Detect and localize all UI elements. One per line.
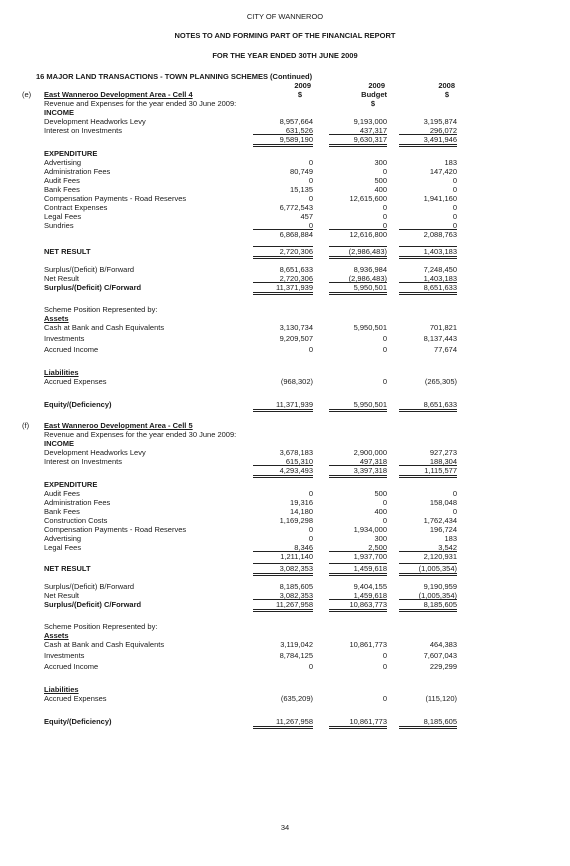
double-underline [329,144,387,147]
income-total-v1: 4,293,493 [279,466,313,475]
double-underline [329,256,387,259]
surplus-cf-v3: 8,185,605 [423,600,457,609]
expenditure-row-v3: 3,542 [438,543,457,552]
expenditure-row-v3: 0 [452,203,457,212]
surplus-row-v3: 9,190,959 [423,582,457,591]
expenditure-row-v3: 1,762,434 [423,516,457,525]
expenditure-row-v2: 400 [374,185,387,194]
expenditure-row-v3: 183 [444,158,457,167]
expenditure-row-v3: 196,724 [429,525,457,534]
expenditure-row-label: Advertising [44,534,82,543]
expenditure-row-v1: 80,749 [290,167,313,176]
asset-row-label: Cash at Bank and Cash Equivalents [44,323,165,332]
asset-row-v1: 0 [308,662,313,671]
asset-row-label: Investments [44,651,85,660]
equity-label: Equity/(Deficiency) [44,717,112,726]
income-row-v1: 615,310 [285,457,313,466]
expenditure-row-v1: 0 [308,194,313,203]
expenditure-row-v3: 0 [452,176,457,185]
section-subtitle: Revenue and Expenses for the year ended 30 June 2009: [44,430,237,439]
expenditure-row-label: Bank Fees [44,507,80,516]
double-underline [329,609,387,612]
expenditure-row-label: Construction Costs [44,516,108,525]
expenditure-row-label: Bank Fees [44,185,80,194]
asset-row-v3: 464,383 [429,640,457,649]
asset-row-label: Investments [44,334,85,343]
expenditure-row-v1: 6,772,543 [279,203,313,212]
equity-v2: 10,861,773 [349,717,387,726]
col-budget-label: Budget [361,90,387,99]
expenditure-row-v2: 500 [374,489,387,498]
expenditure-row-label: Contract Expenses [44,203,108,212]
income-row-v1: 8,957,664 [279,117,313,126]
surplus-row-v2: 1,459,618 [353,591,387,600]
double-underline [399,726,457,729]
income-row-v3: 296,072 [429,126,457,135]
expenditure-row-v2: 0 [382,516,387,525]
asset-row-v3: 7,607,043 [423,651,457,660]
asset-row-v3: 701,821 [429,323,457,332]
income-total-v1: 9,589,190 [279,135,313,144]
expenditure-row-v3: 0 [452,507,457,516]
income-heading: INCOME [44,108,74,117]
note-heading: 16 MAJOR LAND TRANSACTIONS - TOWN PLANNING SCHEMES (Continued) [36,72,313,81]
double-underline [329,726,387,729]
surplus-cf-v2: 5,950,501 [353,283,387,292]
surplus-row-label: Surplus/(Deficit) B/Forward [44,582,135,591]
net-result-v3: (1,005,354) [418,564,457,573]
section-title: East Wanneroo Development Area - Cell 5 [44,421,193,430]
expenditure-row-label: Compensation Payments - Road Reserves [44,525,187,534]
expenditure-row-label: Compensation Payments - Road Reserves [44,194,187,203]
surplus-row-label: Surplus/(Deficit) B/Forward [44,265,135,274]
double-underline [329,475,387,478]
net-result-v2: 1,459,618 [353,564,387,573]
liabilities-heading: Liabilities [44,685,79,694]
col-budget-unit: $ [370,99,375,108]
expenditure-row-v1: 1,169,298 [279,516,313,525]
income-row-label: Interest on Investments [44,126,122,135]
expenditure-row-label: Legal Fees [44,543,82,552]
income-row-label: Development Headworks Levy [44,117,146,126]
liability-row-v1: (968,302) [280,377,313,386]
net-result-v1: 2,720,306 [279,247,313,256]
double-underline [399,573,457,576]
report-title: NOTES TO AND FORMING PART OF THE FINANCIAL REPORT [174,31,396,40]
expenditure-row-v2: 0 [382,221,387,230]
income-row-label: Interest on Investments [44,457,122,466]
surplus-row-v1: 2,720,306 [279,274,313,283]
liability-row-v3: (115,120) [425,694,457,703]
expenditure-row-v2: 0 [382,212,387,221]
assets-heading: Assets [44,314,69,323]
expenditure-total-v1: 6,868,884 [279,230,313,239]
expenditure-row-v2: 0 [382,498,387,507]
asset-row-v2: 5,950,501 [353,323,387,332]
surplus-row-v1: 8,651,633 [279,265,313,274]
double-underline [253,144,313,147]
expenditure-row-label: Advertising [44,158,82,167]
expenditure-row-label: Administration Fees [44,167,111,176]
expenditure-row-v1: 15,135 [290,185,313,194]
expenditure-total-v1: 1,211,140 [280,552,313,561]
asset-row-v2: 0 [382,662,387,671]
asset-row-v1: 9,209,507 [279,334,313,343]
surplus-row-v2: 8,936,984 [353,265,387,274]
income-row-v3: 3,195,874 [423,117,457,126]
income-total-v3: 1,115,577 [424,466,457,475]
liabilities-heading: Liabilities [44,368,79,377]
surplus-row-v3: (1,005,354) [418,591,457,600]
double-underline [399,256,457,259]
expenditure-row-label: Sundries [44,221,74,230]
surplus-cf-label: Surplus/(Deficit) C/Forward [44,600,142,609]
double-underline [329,409,387,412]
asset-row-v3: 77,674 [434,345,457,354]
expenditure-row-v1: 0 [308,221,313,230]
double-underline [253,292,313,295]
expenditure-row-v2: 2,500 [368,543,387,552]
expenditure-row-v2: 300 [374,158,387,167]
expenditure-row-v1: 0 [308,489,313,498]
double-underline [253,609,313,612]
expenditure-row-v3: 147,420 [429,167,457,176]
expenditure-row-v1: 8,346 [294,543,313,552]
section-title: East Wanneroo Development Area - Cell 4 [44,90,193,99]
expenditure-row-v2: 0 [382,167,387,176]
surplus-row-v1: 8,185,605 [279,582,313,591]
double-underline [329,292,387,295]
income-total-v2: 3,397,318 [353,466,387,475]
expenditure-row-label: Audit Fees [44,489,80,498]
asset-row-v2: 0 [382,334,387,343]
expenditure-row-v3: 1,941,160 [423,194,457,203]
expenditure-row-v3: 0 [452,185,457,194]
double-underline [399,409,457,412]
surplus-cf-v1: 11,371,939 [276,283,313,292]
expenditure-row-v3: 0 [452,221,457,230]
asset-row-label: Accrued Income [44,345,99,354]
income-row-v2: 9,193,000 [353,117,387,126]
net-result-label: NET RESULT [44,564,91,573]
asset-row-v1: 3,119,042 [280,640,313,649]
double-underline [399,292,457,295]
liability-row-label: Accrued Expenses [44,694,107,703]
expenditure-row-v2: 12,615,600 [349,194,387,203]
net-result-v2: (2,986,483) [348,247,387,256]
double-underline [253,256,313,259]
expenditure-row-v3: 0 [452,212,457,221]
expenditure-row-v1: 0 [308,525,313,534]
expenditure-row-v2: 0 [382,203,387,212]
expenditure-row-v3: 158,048 [429,498,457,507]
col-2009-unit: $ [297,90,302,99]
scheme-position-label: Scheme Position Represented by: [44,305,158,314]
expenditure-row-v1: 0 [308,176,313,185]
equity-v2: 5,950,501 [353,400,387,409]
surplus-row-label: Net Result [44,591,80,600]
expenditure-row-v2: 400 [374,507,387,516]
income-heading: INCOME [44,439,74,448]
surplus-cf-v2: 10,863,773 [349,600,387,609]
income-row-v3: 927,273 [429,448,457,457]
expenditure-total-v2: 1,937,700 [353,552,387,561]
liability-row-v2: 0 [382,694,387,703]
asset-row-label: Accrued Income [44,662,99,671]
net-result-label: NET RESULT [44,247,91,256]
income-row-v1: 3,678,183 [279,448,313,457]
surplus-row-v2: (2,986,483) [348,274,387,283]
asset-row-v2: 0 [382,651,387,660]
equity-v3: 8,185,605 [423,717,457,726]
income-row-v3: 188,304 [429,457,457,466]
expenditure-row-v3: 183 [444,534,457,543]
org-name: CITY OF WANNEROO [246,12,324,21]
report-period: FOR THE YEAR ENDED 30TH JUNE 2009 [212,51,358,60]
expenditure-row-v1: 457 [300,212,313,221]
liability-row-v3: (265,305) [424,377,457,386]
surplus-row-v3: 7,248,450 [423,265,457,274]
page-number: 34 [280,823,290,832]
double-underline [399,475,457,478]
asset-row-label: Cash at Bank and Cash Equivalents [44,640,165,649]
double-underline [253,573,313,576]
assets-heading: Assets [44,631,69,640]
double-underline [253,475,313,478]
income-row-v2: 497,318 [359,457,387,466]
equity-label: Equity/(Deficiency) [44,400,112,409]
double-underline [253,409,313,412]
surplus-row-v2: 9,404,155 [353,582,387,591]
income-total-v2: 9,630,317 [353,135,387,144]
expenditure-row-v1: 19,316 [290,498,313,507]
section-subtitle: Revenue and Expenses for the year ended 30 June 2009: [44,99,237,108]
liability-row-v1: (635,209) [280,694,313,703]
col-2008-year: 2008 [438,81,455,90]
equity-v3: 8,651,633 [423,400,457,409]
asset-row-v3: 229,299 [429,662,457,671]
expenditure-total-v3: 2,120,931 [423,552,457,561]
scheme-position-label: Scheme Position Represented by: [44,622,158,631]
double-underline [253,726,313,729]
expenditure-heading: EXPENDITURE [44,480,98,489]
equity-v1: 11,267,958 [276,717,313,726]
col-2009-year: 2009 [294,81,311,90]
double-underline [399,609,457,612]
asset-row-v2: 10,861,773 [349,640,387,649]
expenditure-row-v1: 14,180 [290,507,313,516]
expenditure-total-v3: 2,088,763 [423,230,457,239]
expenditure-row-v2: 1,934,000 [353,525,387,534]
income-row-label: Development Headworks Levy [44,448,146,457]
equity-v1: 11,371,939 [276,400,313,409]
surplus-row-v1: 3,082,353 [279,591,313,600]
expenditure-row-v3: 0 [452,489,457,498]
income-row-v2: 2,900,000 [353,448,387,457]
section-letter: (e) [22,90,32,99]
surplus-row-label: Net Result [44,274,80,283]
net-result-v3: 1,403,183 [423,247,457,256]
col-2008-unit: $ [444,90,449,99]
expenditure-row-v1: 0 [308,534,313,543]
double-underline [399,144,457,147]
surplus-cf-v1: 11,267,958 [276,600,313,609]
expenditure-row-label: Legal Fees [44,212,82,221]
asset-row-v2: 0 [382,345,387,354]
expenditure-heading: EXPENDITURE [44,149,98,158]
asset-row-v1: 8,784,125 [279,651,313,660]
expenditure-row-label: Audit Fees [44,176,80,185]
income-row-v2: 437,317 [359,126,387,135]
expenditure-row-v2: 500 [374,176,387,185]
net-result-v1: 3,082,353 [279,564,313,573]
asset-row-v3: 8,137,443 [423,334,457,343]
section-letter: (f) [22,421,30,430]
asset-row-v1: 0 [308,345,313,354]
expenditure-row-v2: 300 [374,534,387,543]
surplus-row-v3: 1,403,183 [423,274,457,283]
expenditure-row-v1: 0 [308,158,313,167]
income-row-v1: 631,526 [285,126,313,135]
double-underline [329,573,387,576]
expenditure-total-v2: 12,616,800 [349,230,387,239]
liability-row-v2: 0 [382,377,387,386]
surplus-cf-label: Surplus/(Deficit) C/Forward [44,283,142,292]
asset-row-v1: 3,130,734 [279,323,313,332]
col-budget-year: 2009 [368,81,385,90]
liability-row-label: Accrued Expenses [44,377,107,386]
surplus-cf-v3: 8,651,633 [423,283,457,292]
expenditure-row-label: Administration Fees [44,498,111,507]
income-total-v3: 3,491,946 [423,135,457,144]
